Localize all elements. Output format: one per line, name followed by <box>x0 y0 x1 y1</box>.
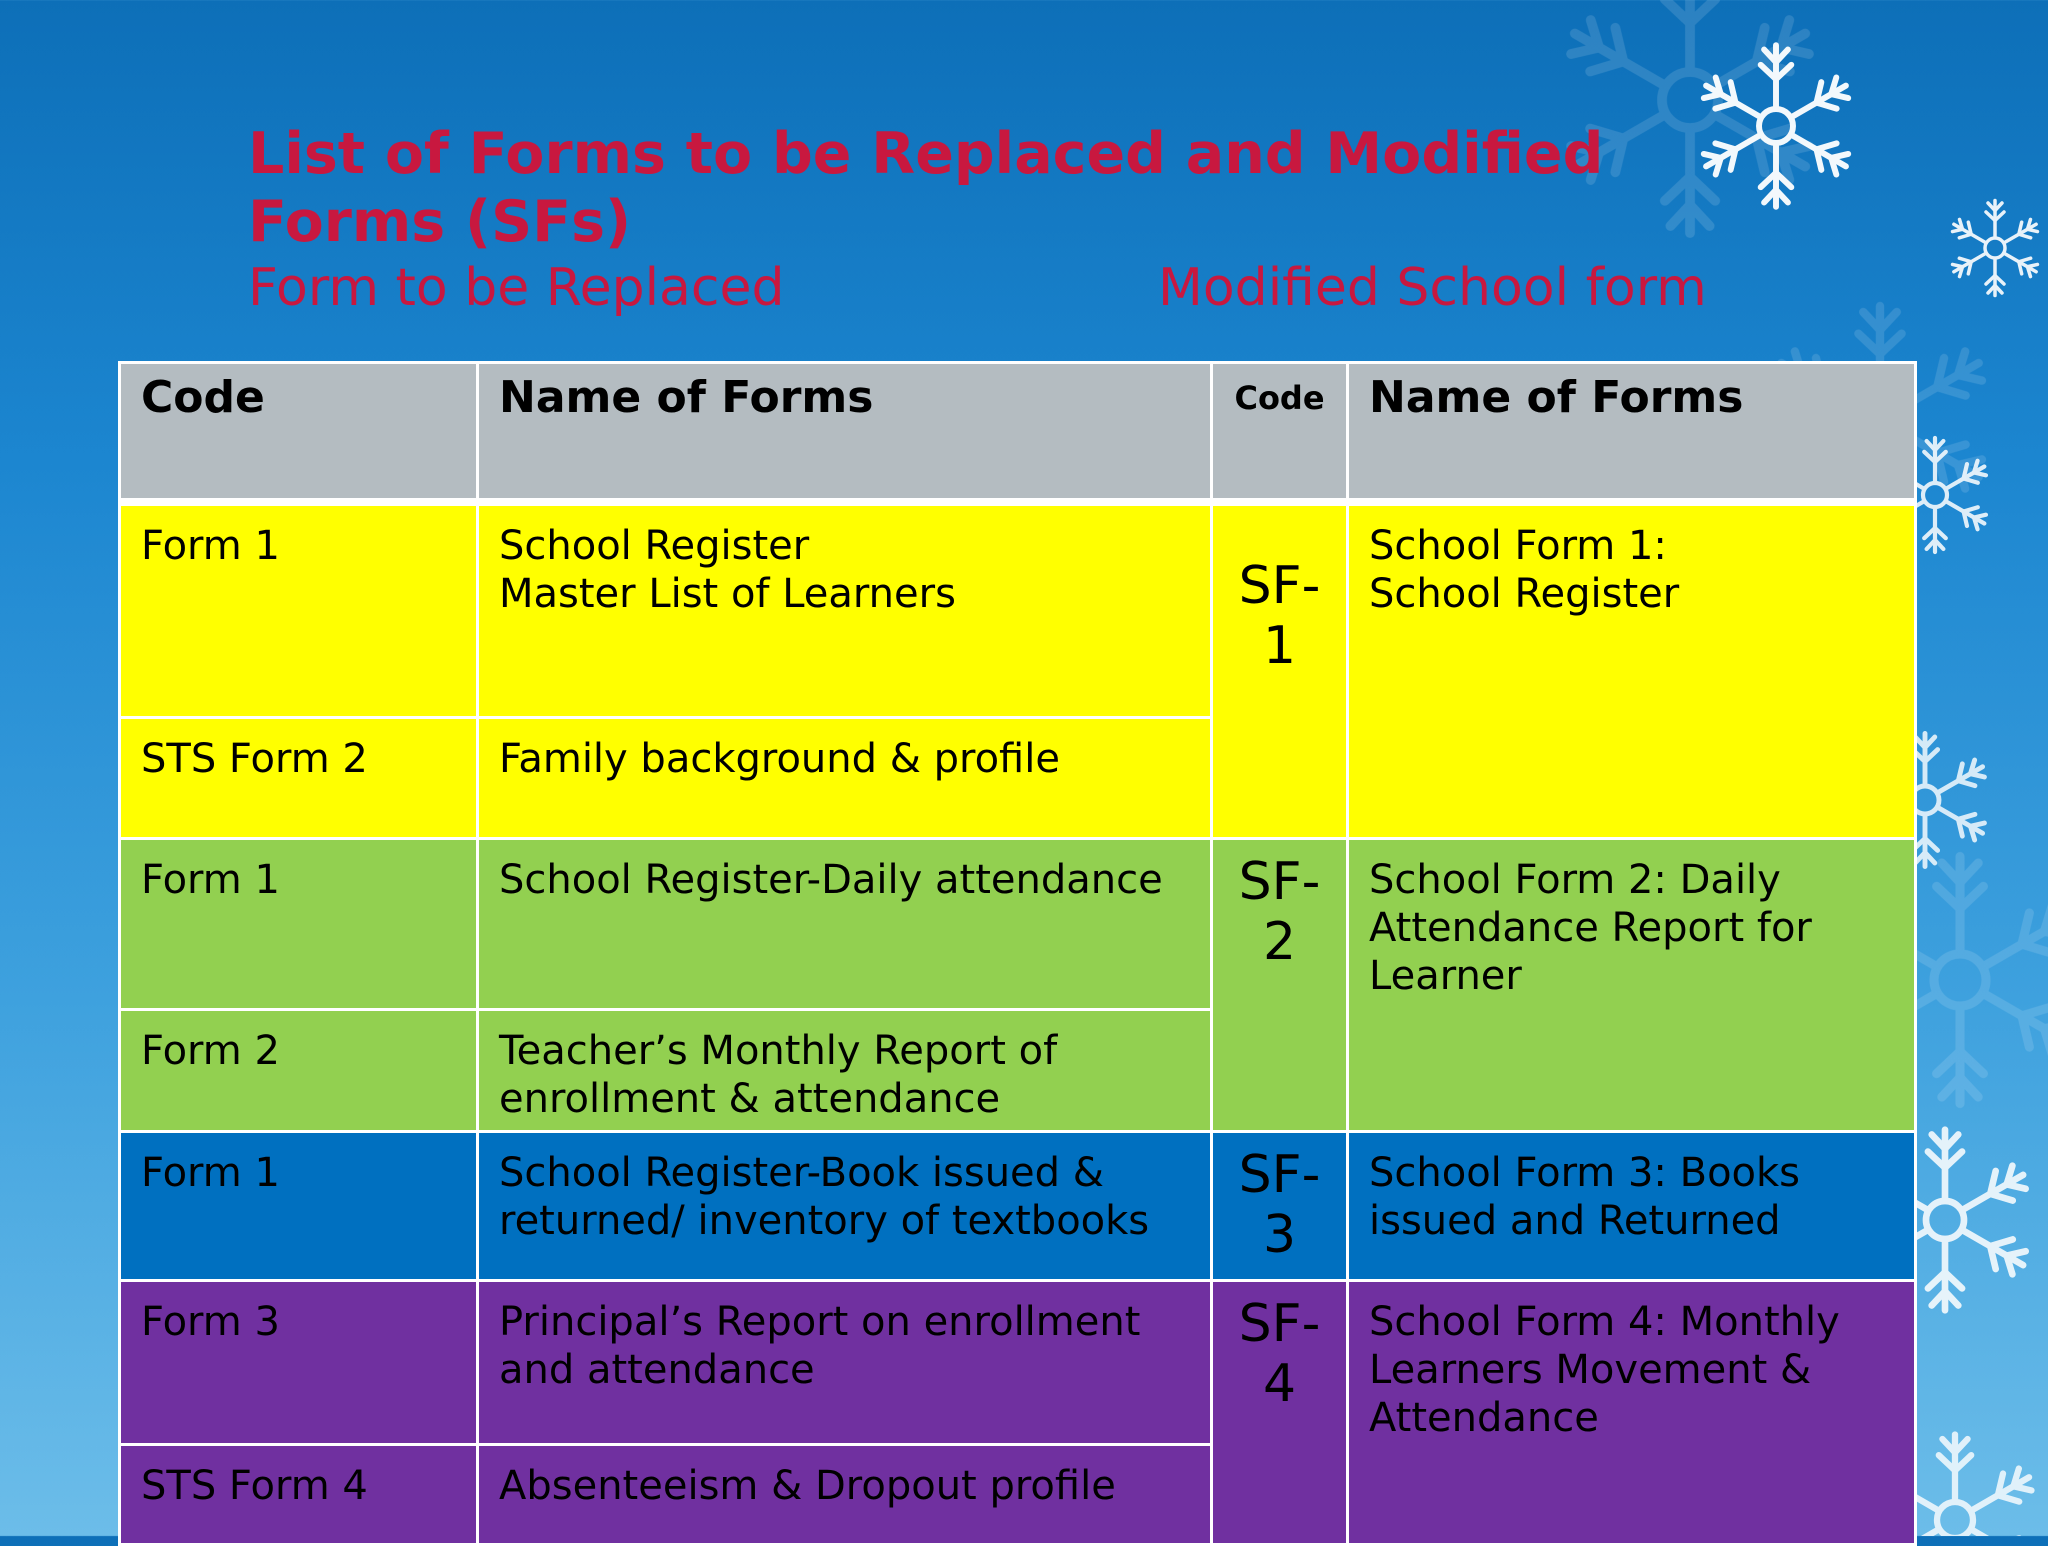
cell-name: School Register-Daily attendance <box>478 838 1212 1009</box>
title-block <box>248 120 1748 326</box>
header-new-name: Name of Forms <box>1348 363 1916 503</box>
cell-new-name: School Form 1: School Register <box>1348 502 1916 838</box>
cell-new-name: School Form 3: Books issued and Returned <box>1348 1131 1916 1280</box>
table-header-row <box>120 363 1916 503</box>
cell-code: Form 1 <box>120 1131 478 1280</box>
cell-code: STS Form 2 <box>120 717 478 838</box>
cell-code: Form 1 <box>120 838 478 1009</box>
header-code: Code <box>120 363 478 503</box>
header-new-code: Code <box>1212 363 1348 503</box>
subtitle-right: Modified School form <box>1158 258 1707 318</box>
snowflake-icon <box>1949 201 2040 296</box>
cell-code: Form 1 <box>120 502 478 717</box>
cell-name: Teacher’s Monthly Report of enrollment & attendance <box>478 1009 1212 1131</box>
forms-table <box>118 361 1917 1546</box>
cell-name: School Register Master List of Learners <box>478 502 1212 717</box>
cell-code: Form 3 <box>120 1280 478 1444</box>
table-row <box>120 1131 1916 1280</box>
cell-name: Principal’s Report on enrollment and attendance <box>478 1280 1212 1444</box>
table-row <box>120 838 1916 1009</box>
page-title: List of Forms to be Replaced and Modified Forms (SFs) <box>248 121 1604 255</box>
cell-sf-code: SF- 2 <box>1212 838 1348 1131</box>
table-row <box>120 502 1916 717</box>
cell-new-name: School Form 4: Monthly Learners Movement & Attendance <box>1348 1280 1916 1544</box>
cell-code: Form 2 <box>120 1009 478 1131</box>
subtitle-left: Form to be Replaced <box>248 258 785 318</box>
cell-sf-code: SF- 3 <box>1212 1131 1348 1280</box>
subtitles <box>248 256 1748 326</box>
cell-name: School Register-Book issued & returned/ inventory of textbooks <box>478 1131 1212 1280</box>
table-row <box>120 1280 1916 1444</box>
cell-name: Family background & profile <box>478 717 1212 838</box>
cell-code: STS Form 4 <box>120 1444 478 1544</box>
cell-sf-code: SF- 4 <box>1212 1280 1348 1544</box>
header-name: Name of Forms <box>478 363 1212 503</box>
cell-new-name: School Form 2: Daily Attendance Report for Learner <box>1348 838 1916 1131</box>
cell-name: Absenteeism & Dropout profile <box>478 1444 1212 1544</box>
cell-sf-code: SF- 1 <box>1212 502 1348 838</box>
